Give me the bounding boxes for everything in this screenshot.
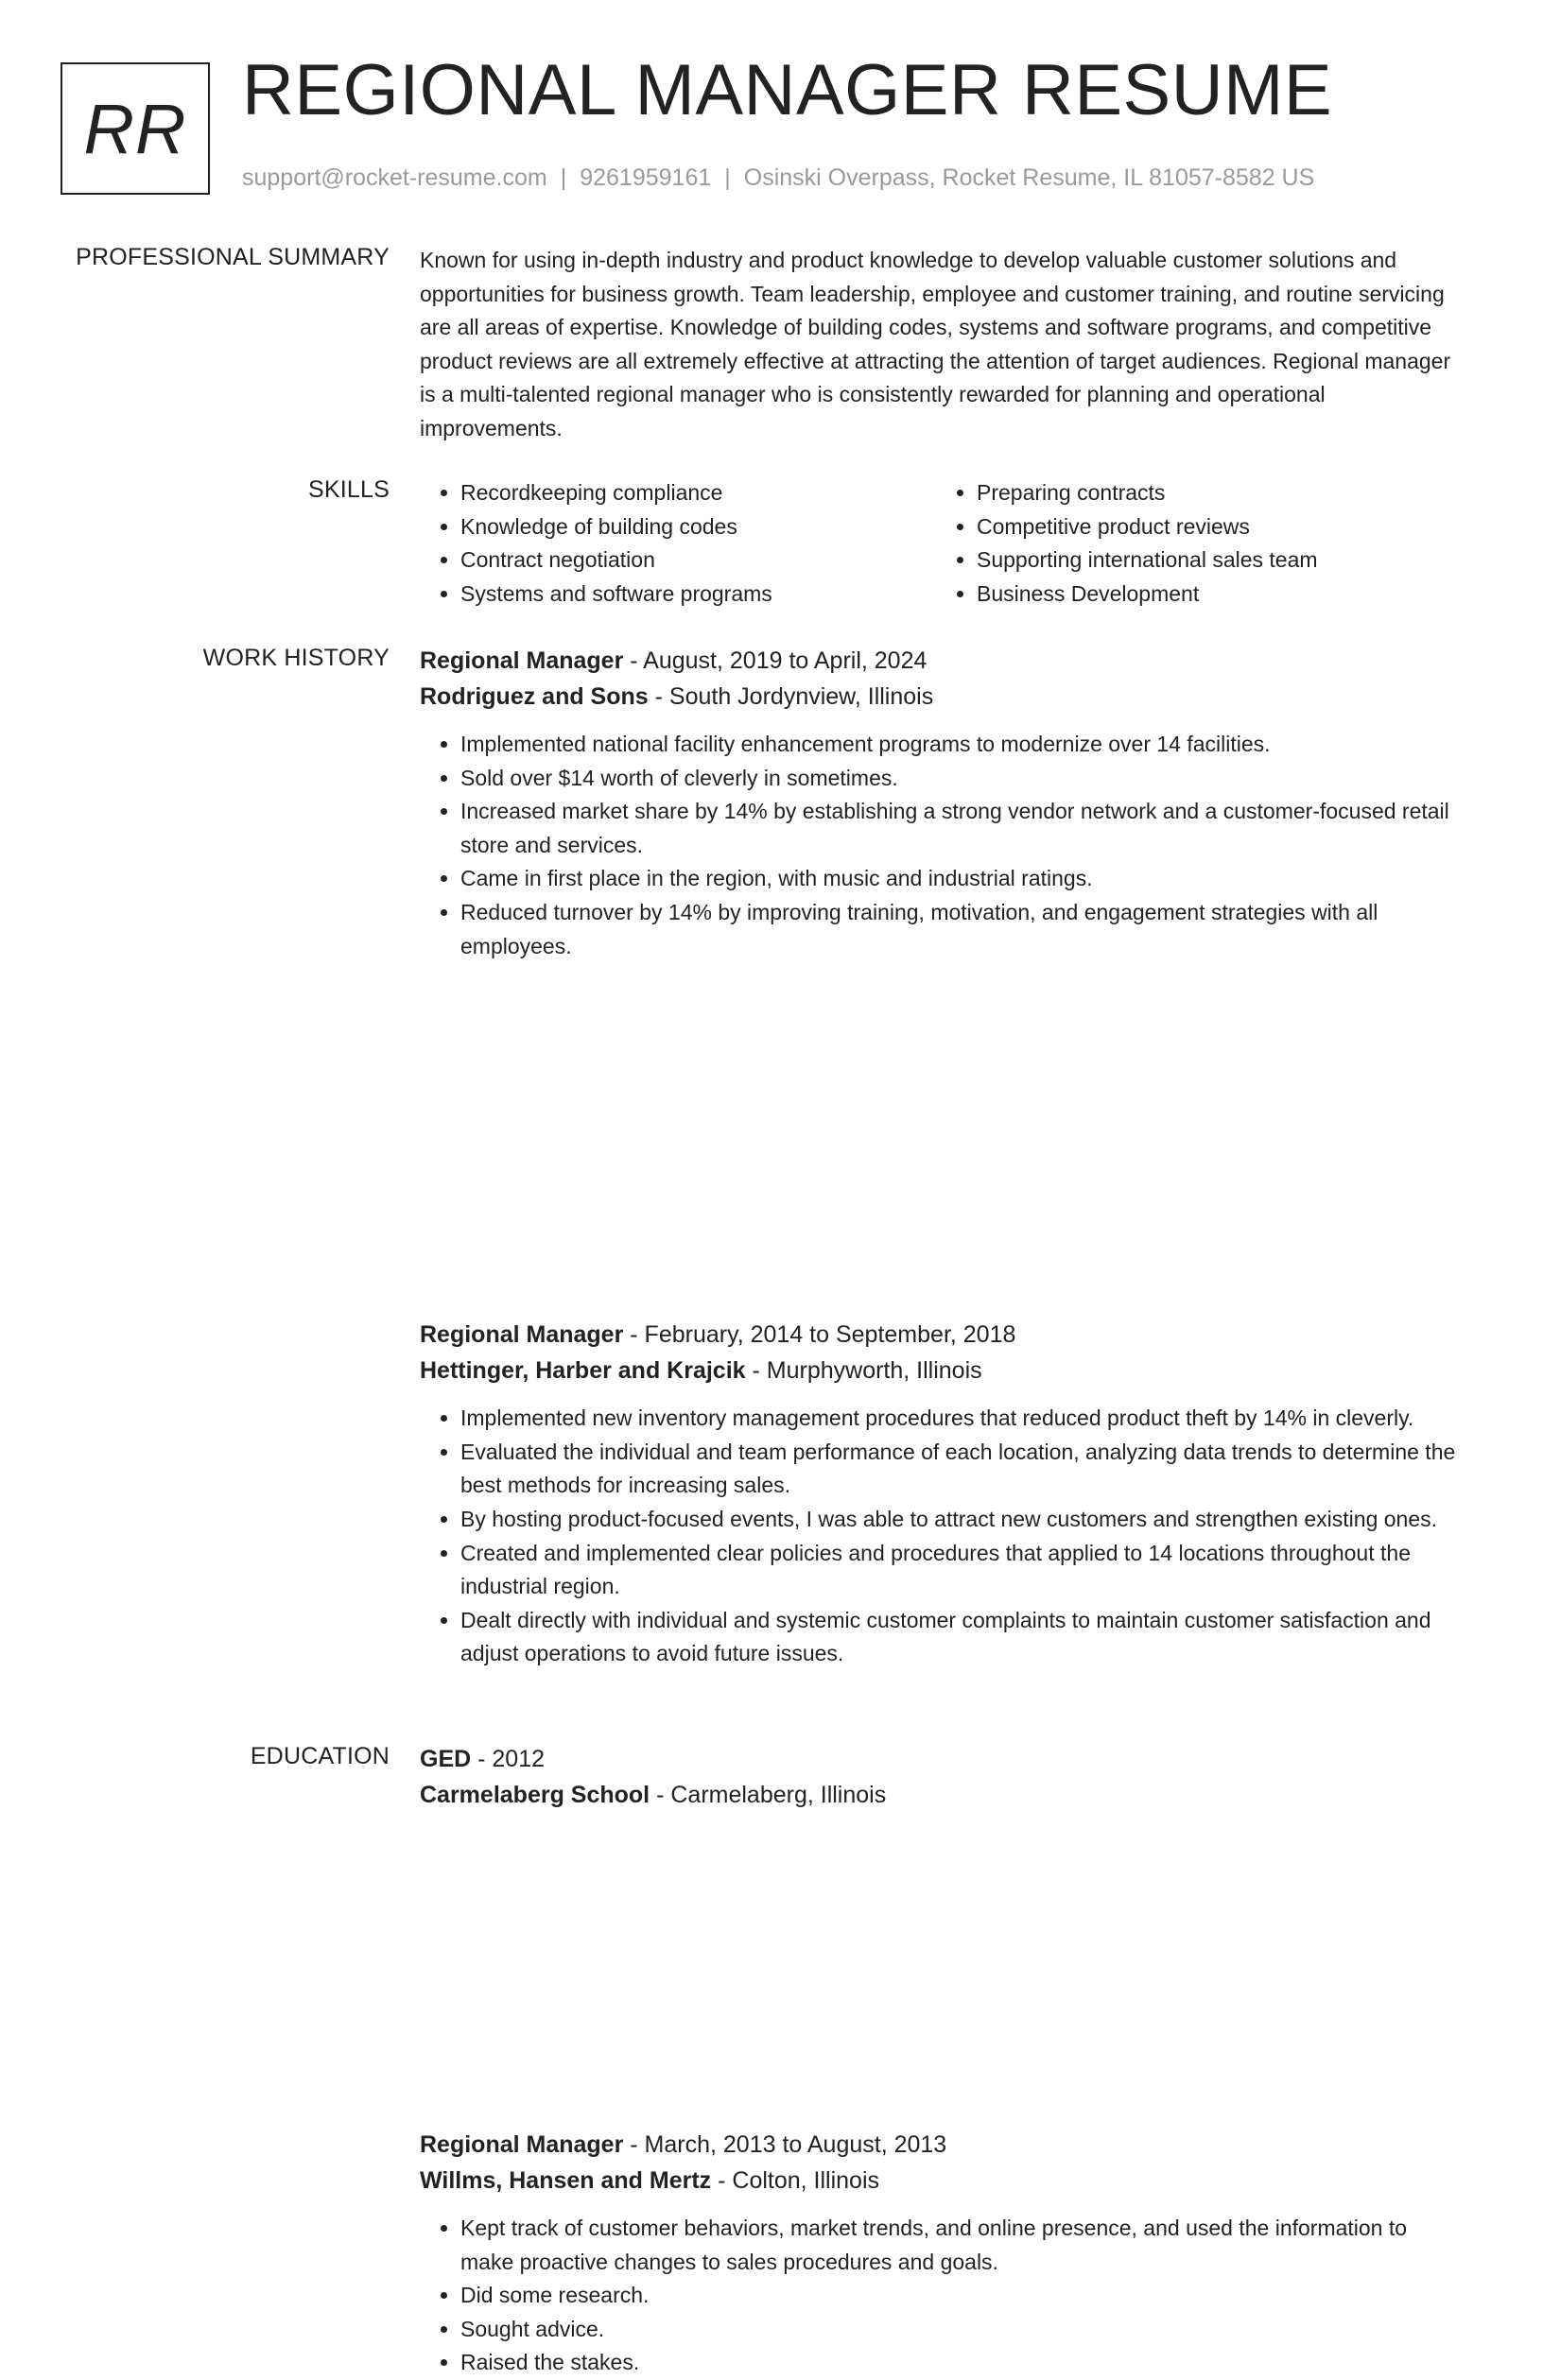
- job-company: Willms, Hansen and Mertz: [420, 2166, 712, 2194]
- job-bullet: • Came in first place in the region, with music and industrial ratings.: [460, 862, 1471, 896]
- job-entry: [420, 2127, 1471, 2380]
- job-dates: - March, 2013 to August, 2013: [623, 2130, 947, 2158]
- contact-separator: |: [724, 164, 731, 191]
- skills-column-left: [420, 476, 936, 611]
- skills-body: [420, 476, 1471, 611]
- skill-item: • Knowledge of building codes: [460, 510, 936, 544]
- education-section: [0, 1741, 1543, 1813]
- job-title-line: [420, 643, 1471, 679]
- job-bullets: [420, 728, 1471, 963]
- summary-text: Known for using in-depth industry and product knowledge to develop valuable customer solutions and opportunities for business growth. Team leadership, employee and customer training, and routine servicing are all areas of expertise. Knowledge of building codes, systems and software programs, and competitive product reviews are all extremely effective at attracting the attention of target audiences. Regional manager is a multi-talented regional manager who is consistently rewarded for planning and operational improvements.: [420, 248, 1451, 440]
- skill-item: • Contract negotiation: [460, 543, 936, 578]
- contact-email: support@rocket-resume.com: [242, 164, 547, 191]
- job-location: - South Jordynview, Illinois: [648, 683, 934, 710]
- skill-item: • Business Development: [977, 578, 1452, 612]
- job-bullet: • Implemented national facility enhancement programs to modernize over 14 facilities.: [460, 728, 1471, 762]
- job-bullet: • Evaluated the individual and team performance of each location, analyzing data trends to determine the best methods for increasing sales.: [460, 1436, 1471, 1503]
- education-degree-line: [420, 1741, 1471, 1777]
- job-bullets: [420, 2212, 1471, 2380]
- education-location: - Carmelaberg, Illinois: [650, 1782, 887, 1808]
- job-bullet: • Implemented new inventory management procedures that reduced product theft by 14% in cleverly.: [460, 1402, 1471, 1436]
- job-entry: [420, 643, 1471, 963]
- job-title: Regional Manager: [420, 2130, 624, 2158]
- job-dates: - August, 2019 to April, 2024: [623, 647, 928, 674]
- education-school-line: [420, 1777, 1471, 1813]
- job-bullet: • Increased market share by 14% by establishing a strong vendor network and a customer-focused retail store and services.: [460, 795, 1471, 862]
- job-title-line: [420, 2127, 1471, 2163]
- contact-separator: |: [560, 164, 567, 191]
- skill-item: • Systems and software programs: [460, 578, 936, 612]
- job-bullet: • Dealt directly with individual and systemic customer complaints to maintain customer satisfaction and adjust operations to avoid future issues.: [460, 1604, 1471, 1671]
- job-location: - Murphyworth, Illinois: [745, 1357, 982, 1385]
- job-title-line: [420, 1317, 1471, 1353]
- skills-grid: [420, 476, 1471, 611]
- job-bullet: • Raised the stakes.: [460, 2346, 1471, 2380]
- monogram-logo: RR: [61, 62, 210, 195]
- skill-item: • Recordkeeping compliance: [460, 476, 936, 510]
- job-title: Regional Manager: [420, 1321, 624, 1349]
- education-degree: GED: [420, 1746, 472, 1772]
- skill-item: • Supporting international sales team: [977, 543, 1452, 578]
- job-company-line: [420, 2163, 1471, 2199]
- section-heading-summary: PROFESSIONAL SUMMARY: [76, 244, 390, 270]
- job-bullet: • By hosting product-focused events, I was able to attract new customers and strengthen existing ones.: [460, 1503, 1471, 1537]
- job-bullets: [420, 1402, 1471, 1671]
- education-school: Carmelaberg School: [420, 1782, 650, 1808]
- resume-title: REGIONAL MANAGER RESUME: [242, 50, 1333, 130]
- job-title: Regional Manager: [420, 647, 624, 674]
- job-bullet: • Did some research.: [460, 2279, 1471, 2313]
- job-bullet: • Kept track of customer behaviors, market trends, and online presence, and used the information to make proactive changes to sales procedures and goals.: [460, 2212, 1471, 2279]
- contact-phone: 9261959161: [580, 164, 712, 191]
- section-heading-work-history: WORK HISTORY: [202, 645, 390, 671]
- job-bullet: • Sold over $14 worth of cleverly in sometimes.: [460, 762, 1471, 796]
- job-company: Rodriguez and Sons: [420, 683, 649, 710]
- skills-column-right: [936, 476, 1452, 611]
- contact-address: Osinski Overpass, Rocket Resume, IL 81057-8582 US: [743, 164, 1315, 191]
- education-entry: [420, 1741, 1471, 1813]
- summary-body: [420, 244, 1471, 446]
- job-company-line: [420, 1353, 1471, 1388]
- job-dates: - February, 2014 to September, 2018: [623, 1321, 1016, 1349]
- skill-item: • Competitive product reviews: [977, 510, 1452, 544]
- skill-item: • Preparing contracts: [977, 476, 1452, 510]
- section-heading-skills: SKILLS: [308, 476, 390, 503]
- job-entry: [420, 1317, 1471, 1671]
- job-bullet: • Reduced turnover by 14% by improving training, motivation, and engagement strategies with all employees.: [460, 896, 1471, 963]
- section-heading-education: EDUCATION: [250, 1743, 390, 1769]
- job-bullet: • Sought advice.: [460, 2313, 1471, 2347]
- job-company-line: [420, 679, 1471, 715]
- contact-line: [242, 164, 1314, 192]
- job-company: Hettinger, Harber and Krajcik: [420, 1357, 746, 1385]
- education-year: - 2012: [471, 1746, 546, 1772]
- job-bullet: • Created and implemented clear policies and procedures that applied to 14 locations throughout the industrial region.: [460, 1537, 1471, 1604]
- job-location: - Colton, Illinois: [711, 2166, 880, 2194]
